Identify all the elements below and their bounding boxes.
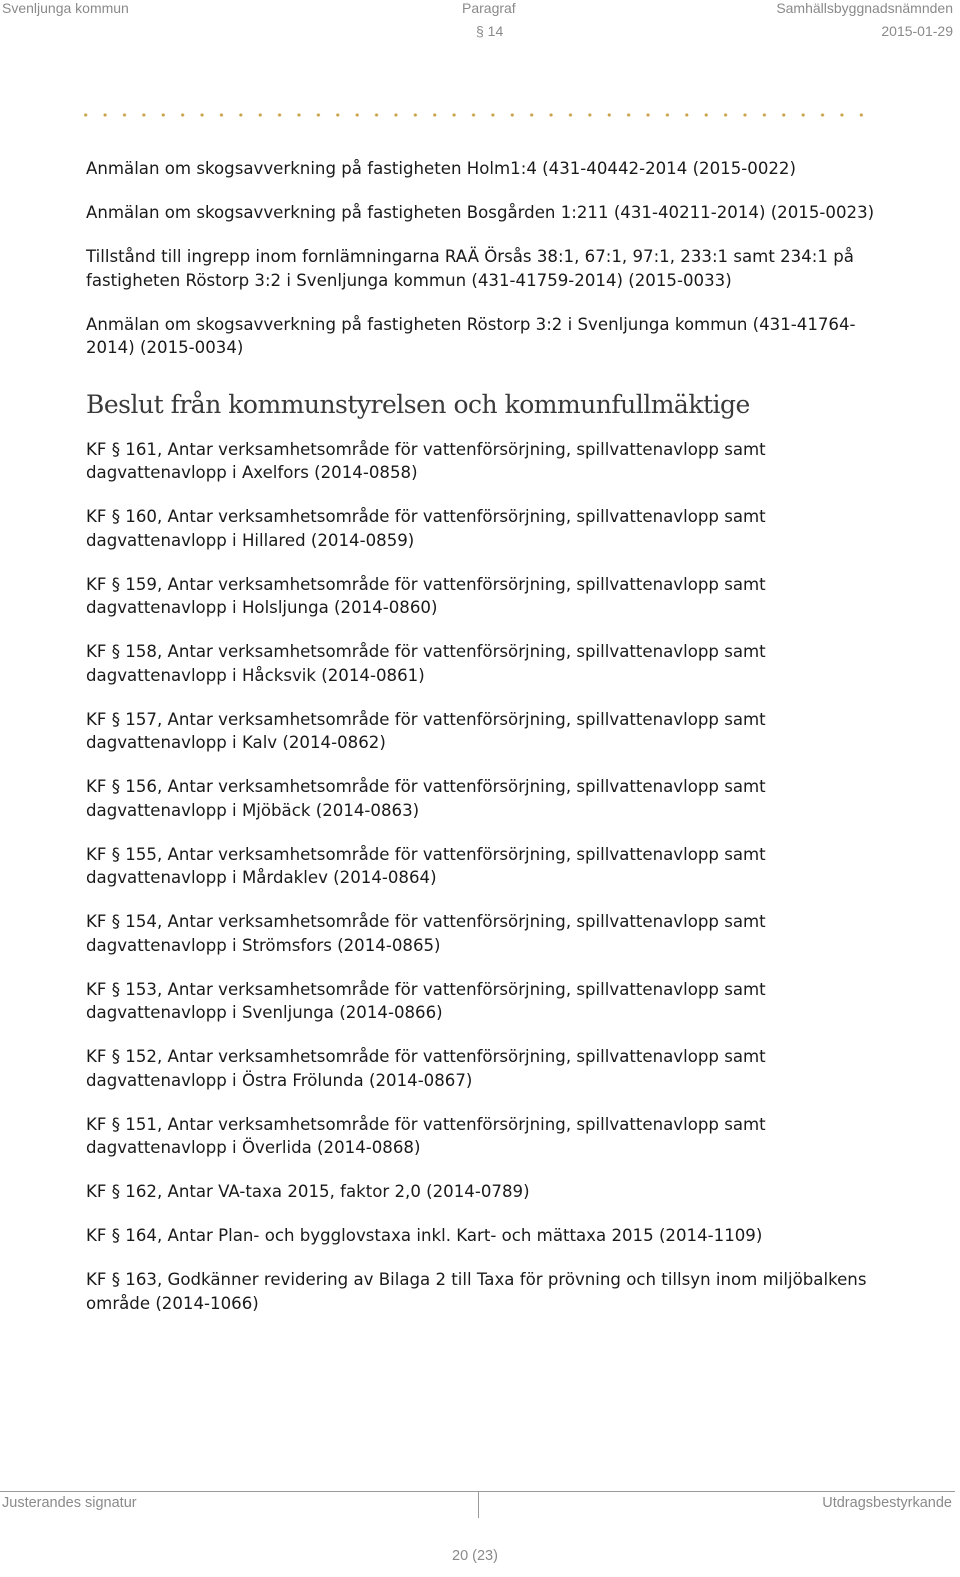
kf-item: KF § 163, Godkänner revidering av Bilaga 2 till Taxa för prövning och tillsyn inom miljöbalkens område (2014-1066) [86,1270,867,1313]
kf-item: KF § 157, Antar verksamhetsområde för vattenförsörjning, spillvattenavlopp samt dagvattenavlopp i Kalv (2014-0862) [86,709,766,752]
list-item: Tillstånd till ingrepp inom fornlämningarna RAÄ Örsås 38:1, 67:1, 97:1, 233:1 samt 234:1 på fastigheten Röstorp 3:2 i Svenljunga kommun (431-41759-2014) (2015-0033) [86,247,854,290]
document-body [86,157,876,1336]
kf-item: KF § 155, Antar verksamhetsområde för vattenförsörjning, spillvattenavlopp samt dagvattenavlopp i Mårdaklev (2014-0864) [86,844,766,887]
kf-item: KF § 161, Antar verksamhetsområde för vattenförsörjning, spillvattenavlopp samt dagvattenavlopp i Axelfors (2014-0858) [86,439,766,482]
kf-item: KF § 153, Antar verksamhetsområde för vattenförsörjning, spillvattenavlopp samt dagvattenavlopp i Svenljunga (2014-0866) [86,979,766,1022]
header-paragraph-label: Paragraf [462,0,516,16]
kf-item: KF § 162, Antar VA-taxa 2015, faktor 2,0 (2014-0789) [86,1182,530,1201]
kf-item: KF § 158, Antar verksamhetsområde för vattenförsörjning, spillvattenavlopp samt dagvattenavlopp i Håcksvik (2014-0861) [86,642,766,685]
kf-item: KF § 152, Antar verksamhetsområde för vattenförsörjning, spillvattenavlopp samt dagvattenavlopp i Östra Frölunda (2014-0867) [86,1047,766,1090]
header-paragraph-number: § 14 [476,23,504,39]
kf-item: KF § 160, Antar verksamhetsområde för vattenförsörjning, spillvattenavlopp samt dagvattenavlopp i Hillared (2014-0859) [86,507,766,550]
footer-signature-label: Justerandes signatur [2,1495,137,1511]
section-heading: Beslut från kommunstyrelsen och kommunfullmäktige [86,389,750,419]
list-item: Anmälan om skogsavverkning på fastigheten Röstorp 3:2 i Svenljunga kommun (431-41764-2014) (2015-0034) [86,314,856,357]
kf-item: KF § 151, Antar verksamhetsområde för vattenförsörjning, spillvattenavlopp samt dagvattenavlopp i Överlida (2014-0868) [86,1114,766,1157]
list-item: Anmälan om skogsavverkning på fastigheten Bosgården 1:211 (431-40211-2014) (2015-0023) [86,203,875,222]
kf-item: KF § 154, Antar verksamhetsområde för vattenförsörjning, spillvattenavlopp samt dagvattenavlopp i Strömsfors (2014-0865) [86,912,766,955]
header-municipality: Svenljunga kommun [2,0,129,16]
page-number: 20 (23) [452,1548,498,1564]
header-date: 2015-01-29 [881,23,953,39]
footer-divider [478,1492,479,1518]
footer-certification-label: Utdragsbestyrkande [822,1495,952,1511]
dotted-rule [76,111,868,119]
list-item: Anmälan om skogsavverkning på fastigheten Holm1:4 (431-40442-2014 (2015-0022) [86,159,796,178]
kf-item: KF § 156, Antar verksamhetsområde för vattenförsörjning, spillvattenavlopp samt dagvattenavlopp i Mjöbäck (2014-0863) [86,777,766,820]
kf-item: KF § 159, Antar verksamhetsområde för vattenförsörjning, spillvattenavlopp samt dagvattenavlopp i Holsljunga (2014-0860) [86,574,766,617]
header-committee: Samhällsbyggnadsnämnden [776,0,953,16]
kf-item: KF § 164, Antar Plan- och bygglovstaxa inkl. Kart- och mättaxa 2015 (2014-1109) [86,1226,763,1245]
